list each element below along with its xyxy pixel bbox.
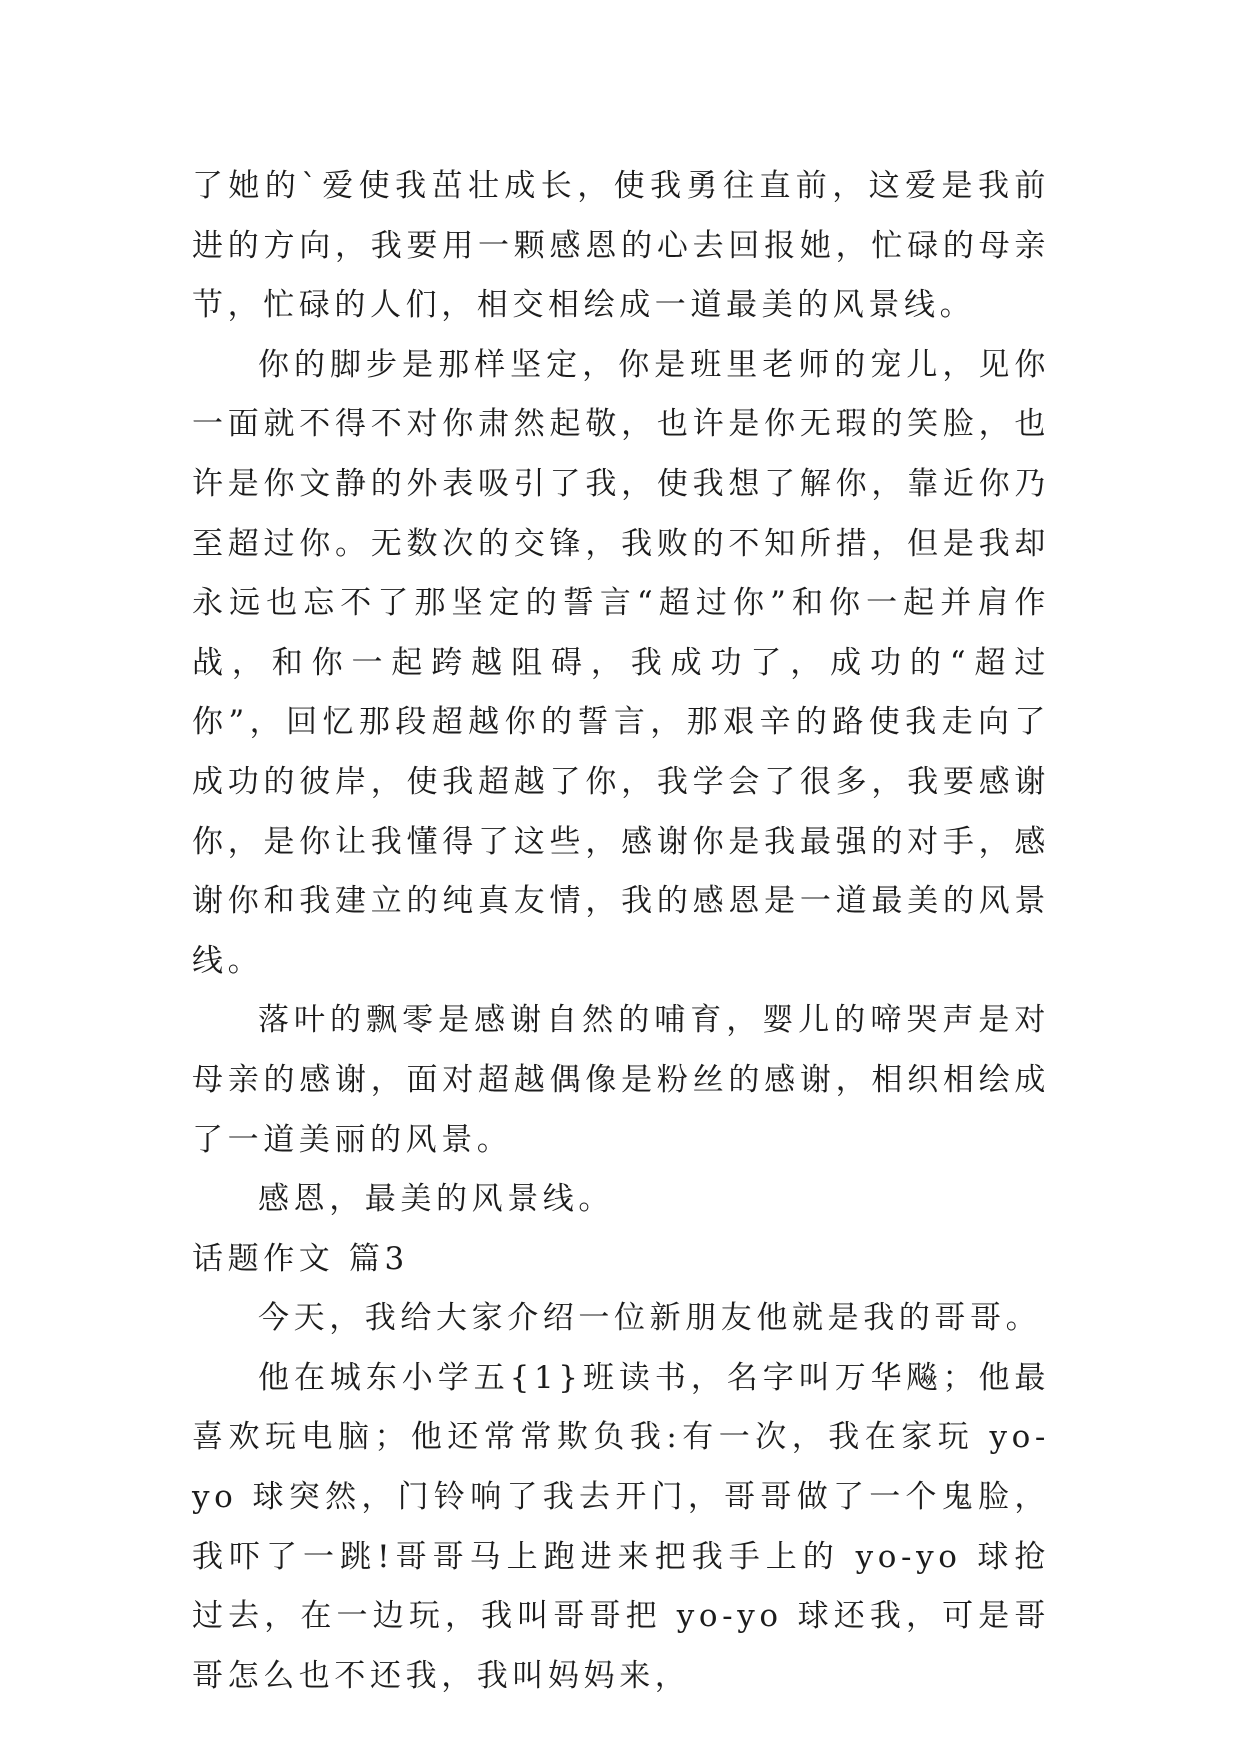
document-page bbox=[192, 157, 1050, 1706]
paragraph-gratitude-nature: 落叶的飘零是感谢自然的哺育，婴儿的啼哭声是对母亲的感谢，面对超越偶像是粉丝的感谢，相织相绘成了一道美丽的风景。 bbox=[192, 1002, 1050, 1158]
section-heading: 话题作文 篇3 bbox=[192, 1240, 409, 1277]
paragraph-closing: 感恩，最美的风景线。 bbox=[258, 1181, 614, 1218]
paragraph-continued: 了她的`爱使我茁壮成长，使我勇往直前，这爱是我前进的方向，我要用一颗感恩的心去回报她，忙碌的母亲节，忙碌的人们，相交相绘成一道最美的风景线。 bbox=[192, 168, 1050, 324]
paragraph-intro: 今天，我给大家介绍一位新朋友他就是我的哥哥。 bbox=[258, 1300, 1042, 1337]
paragraph-brother: 他在城东小学五{1}班读书，名字叫万华飚；他最喜欢玩电脑；他还常常欺负我:有一次，我在家玩 yo-yo 球突然，门铃响了我去开门，哥哥做了一个鬼脸，我吓了一跳!哥哥马上跑进来把我手上的 yo-yo 球抢过去，在一边玩，我叫哥哥把 yo-yo 球还我，可是哥哥怎么也不还我，我叫妈妈来， bbox=[192, 1359, 1050, 1694]
paragraph-rival: 你的脚步是那样坚定，你是班里老师的宠儿，见你一面就不得不对你肃然起敬，也许是你无瑕的笑脸，也许是你文静的外表吸引了我，使我想了解你，靠近你乃至超过你。无数次的交锋，我败的不知所措，但是我却永远也忘不了那坚定的誓言“超过你”和你一起并肩作战，和你一起跨越阻碍，我成功了，成功的“超过你”，回忆那段超越你的誓言，那艰辛的路使我走向了成功的彼岸，使我超越了你，我学会了很多，我要感谢你，是你让我懂得了这些，感谢你是我最强的对手，感谢你和我建立的纯真友情，我的感恩是一道最美的风景线。 bbox=[192, 346, 1050, 979]
